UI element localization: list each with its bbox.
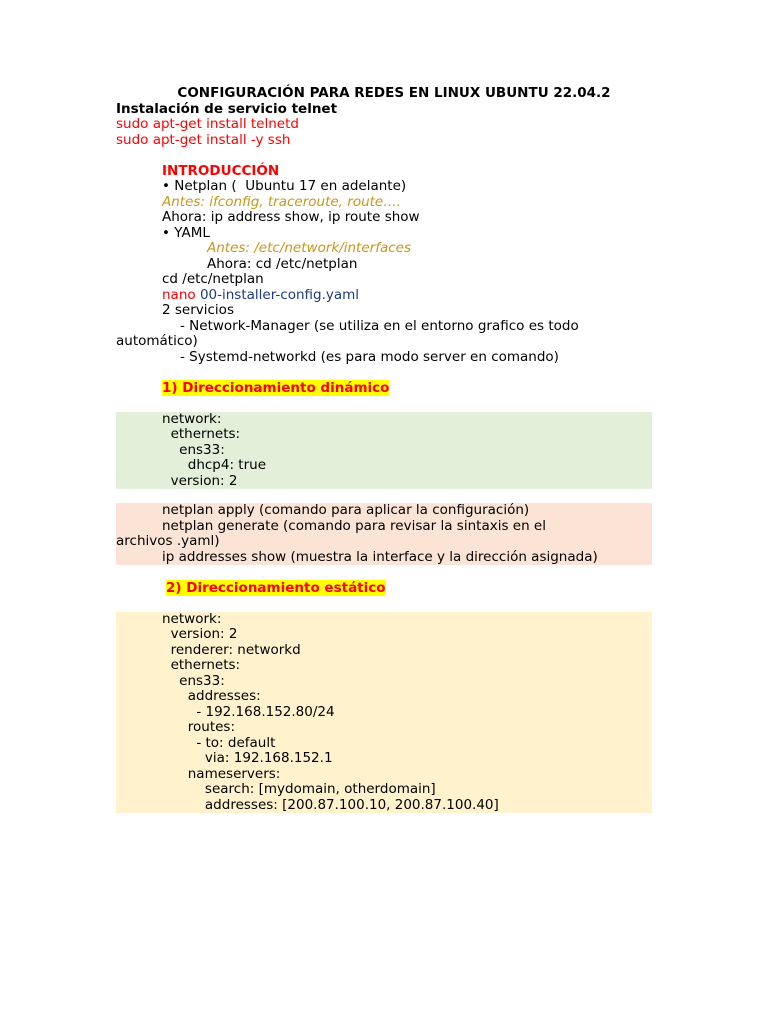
yaml-line: routes: [162,719,235,735]
ahora-commands: Ahora: ip address show, ip route show [162,209,420,225]
netplan-generate-line: netplan generate (comando para revisar la sintaxis en el archivos .yaml) [116,517,546,549]
service-network-manager: - Network-Manager (se utiliza en el entorno grafico es todo automático) [116,317,579,349]
ip-addresses-show-line: ip addresses show (muestra la interface y la dirección asignada) [162,548,598,565]
yaml-line: ens33: [162,672,225,689]
nano-file: 00-installer-config.yaml [199,286,360,303]
spacer [116,148,652,164]
yaml-line: ethernets: [162,426,241,442]
antes-interfaces: Antes: /etc/network/interfaces [207,240,411,256]
ahora-netplan: Ahora: cd /etc/netplan [207,255,358,272]
yaml-line: ens33: [162,441,225,458]
page-title: CONFIGURACIÓN PARA REDES EN LINUX UBUNTU 22.04.2 [177,85,611,101]
netplan-commands-block [116,503,652,565]
yaml-line: search: [mydomain, otherdomain] [162,781,436,797]
yaml-line: network: [162,610,222,627]
service-systemd-networkd: - Systemd-networkd (es para modo server en comando) [180,348,559,365]
estatico-heading-line [116,581,652,597]
servicios-line: 2 servicios [162,302,234,318]
estatico-heading: 2) Direccionamiento estático [166,579,386,596]
spacer [116,396,652,412]
intro-heading: INTRODUCCIÓN [162,162,280,179]
dinamico-heading-line [116,381,652,397]
dinamico-heading: 1) Direccionamiento dinámico [162,379,390,396]
netplan-apply-line: netplan apply (comando para aplicar la configuración) [162,502,530,518]
yaml-line: addresses: [200.87.100.10, 200.87.100.40] [162,796,499,813]
yaml-line: - 192.168.152.80/24 [162,703,335,720]
yaml-line: network: [162,410,222,427]
antes-commands: Antes: ifconfig, traceroute, route…. [162,193,402,210]
cd-command: cd /etc/netplan [162,271,264,287]
yaml-line: nameservers: [162,765,281,782]
spacer [116,596,652,612]
yaml-line: dhcp4: true [162,457,266,473]
yaml-line: version: 2 [162,472,238,489]
yaml-line: version: 2 [162,626,238,642]
yaml-line: via: 192.168.152.1 [162,750,333,766]
dinamico-yaml-block [116,412,652,490]
spacer [116,565,652,581]
telnet-heading: Instalación de servicio telnet [116,100,338,117]
ssh-install-command: sudo apt-get install -y ssh [116,131,291,148]
document-page [116,86,652,813]
spacer [116,489,652,503]
nano-keyword: nano [162,286,196,303]
yaml-line: addresses: [162,688,261,704]
yaml-line: ethernets: [162,657,241,673]
yaml-line: - to: default [162,734,276,751]
netplan-bullet: • Netplan ( Ubuntu 17 en adelante) [162,178,407,194]
estatico-yaml-block [116,612,652,814]
nano-command [116,288,652,304]
yaml-line: renderer: networkd [162,641,301,658]
telnet-install-command: sudo apt-get install telnetd [116,116,299,132]
yaml-bullet: • YAML [162,224,210,241]
spacer [116,365,652,381]
